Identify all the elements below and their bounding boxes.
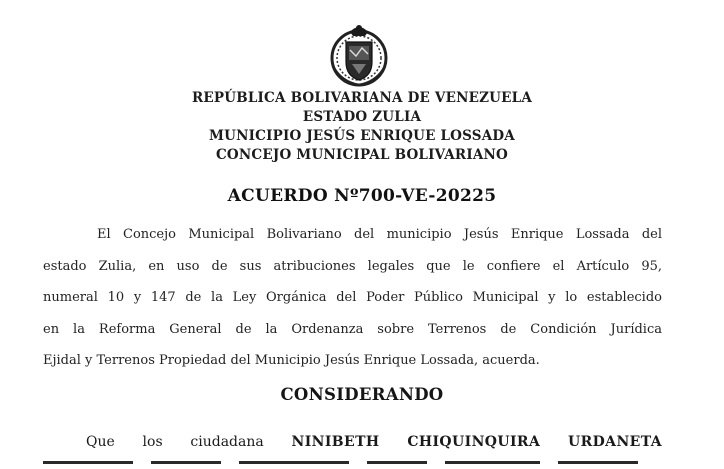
cropped-text-fragment [43, 461, 133, 464]
que-word: ciudadana [190, 434, 264, 450]
considerando-first-line [86, 434, 662, 450]
que-word: Que [86, 434, 115, 450]
paragraph-line: estado Zulia, en uso de sus atribuciones legales que le confiere el Artículo 95, [43, 258, 662, 274]
cropped-next-line [43, 461, 663, 469]
paragraph-line: en la Reforma General de la Ordenanza sobre Terrenos de Condición Jurídica [43, 321, 662, 337]
header-council: CONCEJO MUNICIPAL BOLIVARIANO [215, 147, 509, 163]
paragraph-line: El Concejo Municipal Bolivariano del municipio Jesús Enrique Lossada del [97, 227, 662, 242]
cropped-text-fragment [367, 461, 427, 464]
cropped-text-fragment [239, 461, 349, 464]
preamble-paragraph [43, 219, 662, 377]
paragraph-line: Ejidal y Terrenos Propiedad del Municipio Jesús Enrique Lossada, acuerda. [43, 353, 540, 368]
header-republic: REPÚBLICA BOLIVARIANA DE VENEZUELA [192, 90, 532, 106]
document-header [0, 89, 724, 165]
municipal-coat-of-arms-icon [328, 22, 390, 88]
cropped-text-fragment [151, 461, 221, 464]
citizen-name: NINIBETH [291, 434, 380, 450]
agreement-title: ACUERDO Nº700-VE-20225 [227, 186, 497, 206]
header-municipality: MUNICIPIO JESÚS ENRIQUE LOSSADA [208, 128, 515, 144]
cropped-text-fragment [558, 461, 638, 464]
paragraph-line: numeral 10 y 147 de la Ley Orgánica del Poder Público Municipal y lo establecido [43, 290, 662, 305]
considerando-heading: CONSIDERANDO [280, 385, 444, 404]
citizen-name: CHIQUINQUIRA [407, 434, 541, 450]
citizen-surname: URDANETA [568, 434, 663, 450]
cropped-text-fragment [445, 461, 540, 464]
header-state: ESTADO ZULIA [302, 109, 422, 125]
que-word: los [142, 434, 163, 450]
